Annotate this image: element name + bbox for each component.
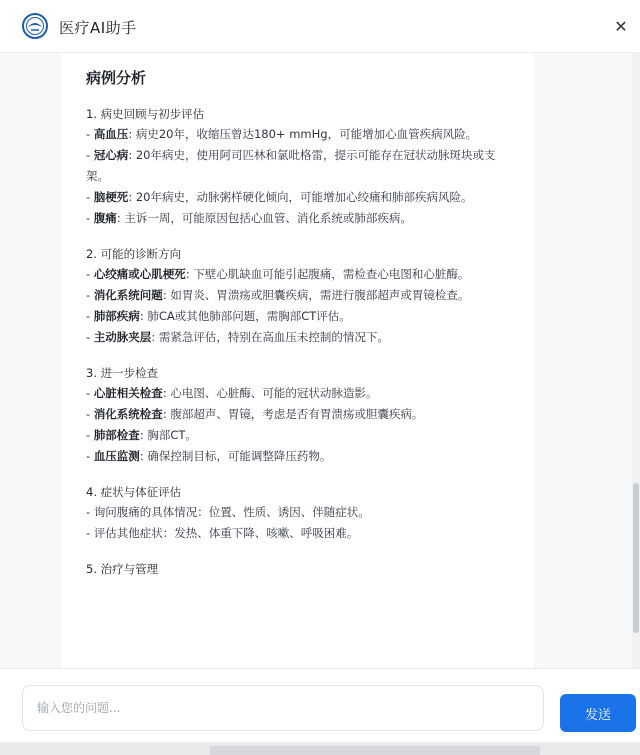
send-button-label: 发送 [584,707,611,723]
item-text: : 胸部CT。 [139,428,197,442]
analysis-section [86,105,512,229]
item-text: : 肺CA或其他肺部问题，需胸部CT评估。 [139,309,351,323]
section-title: 2. 可能的诊断方向 [86,247,182,261]
analysis-section [86,483,512,544]
list-item: - 高血压: 病史20年，收缩压曾达180+ mmHg，可能增加心血管疾病风险。 [86,127,478,141]
list-item: - 血压监测: 确保控制目标，可能调整降压药物。 [86,449,332,463]
item-term: 消化系统检查 [93,407,163,421]
item-term: 肺部检查 [93,428,140,442]
item-text: : 20年病史，使用阿司匹林和氯吡格雷，提示可能存在冠状动脉斑块或支架。 [86,148,496,183]
send-button[interactable] [560,694,636,732]
scrollbar-thumb[interactable] [633,483,639,633]
chat-scrollbar[interactable] [632,53,640,668]
analysis-section [86,364,512,467]
item-term: 腹痛 [93,211,117,225]
message-heading: 病例分析 [86,69,147,87]
item-term: 消化系统问题 [93,288,163,302]
item-text: : 需紧急评估，特别在高血压未控制的情况下。 [151,330,389,344]
list-item: - 脑梗死: 20年病史，动脉粥样硬化倾向，可能增加心绞痛和肺部疾病风险。 [86,190,473,204]
item-term: 冠心病 [93,148,129,162]
app-header [0,0,640,53]
input-bar [0,668,640,743]
item-text: : 腹部超声、胃镜，考虑是否有胃溃疡或胆囊疾病。 [162,407,424,421]
section-title: 4. 症状与体征评估 [86,485,182,499]
bottom-strip [0,742,640,755]
list-item: - 冠心病: 20年病史，使用阿司匹林和氯吡格雷，提示可能存在冠状动脉斑块或支架。 [86,148,496,183]
item-text: 评估其他症状：发热、体重下降、咳嗽、呼吸困难。 [93,526,359,540]
item-text: : 20年病史，动脉粥样硬化倾向，可能增加心绞痛和肺部疾病风险。 [128,190,473,204]
list-item: - 心脏相关检查: 心电图、心脏酶、可能的冠状动脉造影。 [86,386,378,400]
item-term: 脑梗死 [93,190,129,204]
analysis-section [86,245,512,348]
question-input[interactable] [23,686,543,730]
list-item: - 肺部疾病: 肺CA或其他肺部问题，需胸部CT评估。 [86,309,351,323]
item-text: : 病史20年，收缩压曾达180+ mmHg，可能增加心血管疾病风险。 [128,127,478,141]
list-item: - 询问腹痛的具体情况：位置、性质、诱因、伴随症状。 [86,505,370,519]
analysis-section [86,560,512,579]
item-text: : 下壁心肌缺血可能引起腹痛，需检查心电图和心脏酶。 [185,267,470,281]
chat-area [0,53,640,668]
list-item: - 消化系统检查: 腹部超声、胃镜，考虑是否有胃溃疡或胆囊疾病。 [86,407,424,421]
item-text: : 如胃炎、胃溃疡或胆囊疾病，需进行腹部超声或胃镜检查。 [162,288,470,302]
item-term: 高血压 [93,127,129,141]
close-icon: ✕ [614,16,628,36]
list-item: - 评估其他症状：发热、体重下降、咳嗽、呼吸困难。 [86,526,359,540]
app-title: 医疗AI助手 [59,19,137,37]
assistant-message [62,53,534,668]
question-input-box[interactable] [22,685,544,731]
section-title: 1. 病史回顾与初步评估 [86,107,205,121]
list-item: - 主动脉夹层: 需紧急评估，特别在高血压未控制的情况下。 [86,330,389,344]
section-title: 5. 治疗与管理 [86,562,159,576]
list-item: - 腹痛: 主诉一周，可能原因包括心血管、消化系统或肺部疾病。 [86,211,412,225]
item-term: 心绞痛或心肌梗死 [93,267,186,281]
list-item: - 肺部检查: 胸部CT。 [86,428,197,442]
list-item: - 消化系统问题: 如胃炎、胃溃疡或胆囊疾病，需进行腹部超声或胃镜检查。 [86,288,470,302]
item-term: 主动脉夹层 [93,330,152,344]
list-item: - 心绞痛或心肌梗死: 下壁心肌缺血可能引起腹痛，需检查心电图和心脏酶。 [86,267,470,281]
item-text: 询问腹痛的具体情况：位置、性质、诱因、伴随症状。 [93,505,370,519]
section-title: 3. 进一步检查 [86,366,159,380]
item-text: : 心电图、心脏酶、可能的冠状动脉造影。 [162,386,378,400]
item-text: : 确保控制目标，可能调整降压药物。 [139,449,332,463]
hospital-emblem-icon [22,13,48,39]
item-term: 血压监测 [93,449,140,463]
item-term: 肺部疾病 [93,309,140,323]
item-term: 心脏相关检查 [93,386,163,400]
item-text: : 主诉一周，可能原因包括心血管、消化系统或肺部疾病。 [116,211,412,225]
bottom-strip-segment [210,746,540,755]
close-button[interactable] [610,15,632,37]
